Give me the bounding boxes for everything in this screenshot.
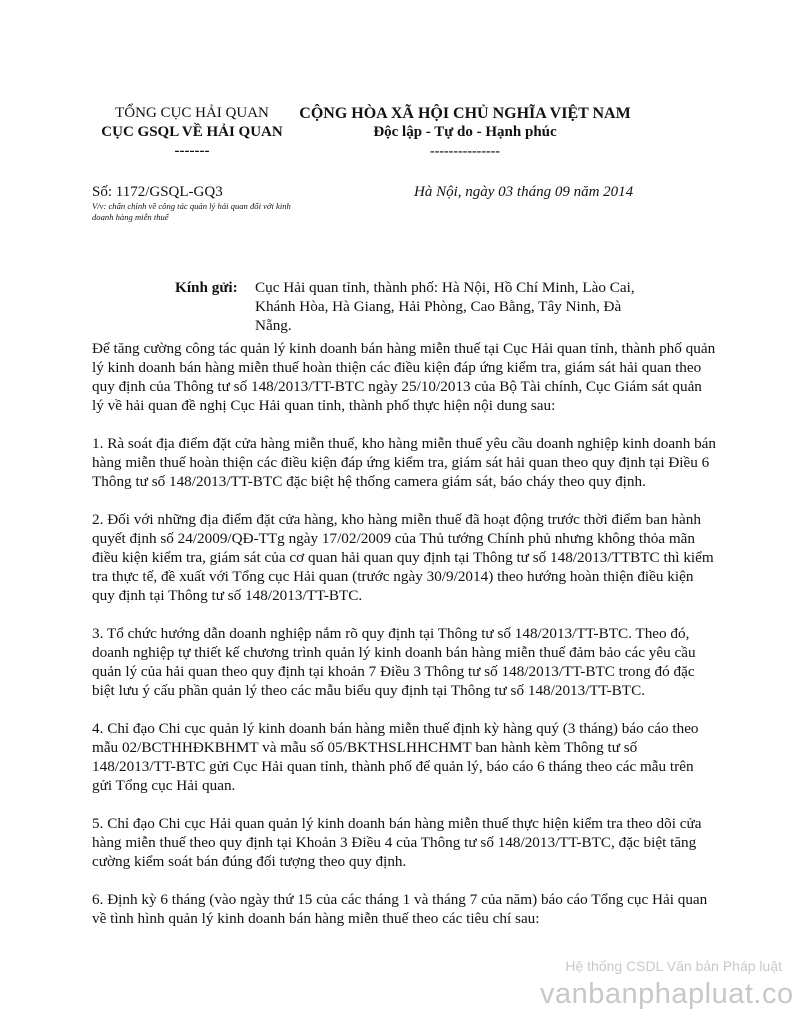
item-6-paragraph: 6. Định kỳ 6 tháng (vào ngày thứ 15 của các tháng 1 và tháng 7 của năm) báo cáo Tổng cục Hải quan về tình hình quản lý kinh doanh bán hàng miễn thuế theo các tiêu chí sau: — [92, 891, 708, 927]
item-3-paragraph: 3. Tổ chức hướng dẫn doanh nghiệp nắm rõ quy định tại Thông tư số 148/2013/TT-BTC. Theo đó, doanh nghiệp tự thiết kế chương trình quản lý kinh doanh bán hàng miễn thuế đảm bảo các yêu cầu quản lý của hải quan theo quy định tại khoản 7 Điều 3 Thông tư số 148/2013/TT-BTC trong đó đặc biệt lưu ý cấu phần quản lý theo các mẫu biểu quy định tại Thông tư số 148/2013/TT-BTC. — [92, 625, 696, 699]
agency-lower-name: CỤC GSQL VỀ HẢI QUAN — [101, 124, 283, 140]
agency-separator: ------- — [174, 143, 210, 159]
recipient-list: Cục Hải quan tỉnh, thành phố: Hà Nội, Hồ Chí Minh, Lào Cai, Khánh Hòa, Hà Giang, Hải Phòng, Cao Bằng, Tây Ninh, Đà Nẵng. — [255, 279, 635, 334]
document-date: Hà Nội, ngày 03 tháng 09 năm 2014 — [414, 184, 634, 200]
document-body — [92, 339, 717, 947]
recipient-label: Kính gửi: — [175, 279, 238, 296]
item-4-paragraph: 4. Chỉ đạo Chi cục quản lý kinh doanh bán hàng miễn thuế định kỳ hàng quý (3 tháng) báo cáo theo mẫu 02/BCTHHĐKBHMT và mẫu số 05/BKTHSLHHCHMT ban hành kèm Thông tư số 148/2013/TT-BTC gửi Cục Hải quan tỉnh, thành phố để quản lý, báo cáo 6 tháng theo các mẫu trên gửi Tổng cục Hải quan. — [92, 720, 699, 794]
watermark-url: vanbanphapluat.co — [540, 978, 794, 1010]
site-watermark — [540, 958, 800, 1011]
agency-upper-name: TỔNG CỤC HẢI QUAN — [115, 105, 269, 121]
item-2-paragraph: 2. Đối với những địa điểm đặt cửa hàng, kho hàng miễn thuế đã hoạt động trước thời điểm ban hành quyết định số 24/2009/QĐ-TTg ngày 17/02/2009 của Thủ tướng Chính phủ nhưng không thỏa mãn điều kiện kiểm tra, giám sát của cơ quan hải quan quy định tại Thông tư số 148/2013/TTBTC thì kiểm tra thực tế, đề xuất với Tổng cục Hải quan (trước ngày 30/9/2014) theo hướng hoàn thiện điều kiện quy định tại Thông tư số 148/2013/TT-BTC. — [92, 511, 714, 604]
motto-separator: --------------- — [430, 144, 500, 159]
nation-name: CỘNG HÒA XÃ HỘI CHỦ NGHĨA VIỆT NAM — [299, 105, 631, 122]
item-5-paragraph: 5. Chỉ đạo Chi cục Hải quan quản lý kinh doanh bán hàng miễn thuế thực hiện kiểm tra theo dõi cửa hàng miễn thuế theo quy định tại Khoản 3 Điều 4 của Thông tư số 148/2013/TT-BTC, đặc biệt tăng cường kiểm soát bán đúng đối tượng theo quy định. — [92, 815, 702, 870]
document-subject: V/v: chấn chỉnh về công tác quản lý hải quan đối với kinh doanh hàng miễn thuế — [92, 201, 291, 222]
national-motto: Độc lập - Tự do - Hạnh phúc — [373, 124, 557, 140]
issuing-agency-block — [92, 104, 292, 161]
watermark-title: Hệ thống CSDL Văn bản Pháp luật — [565, 958, 782, 974]
national-title-block — [290, 104, 640, 161]
intro-paragraph: Để tăng cường công tác quản lý kinh doanh bán hàng miễn thuế tại Cục Hải quan tỉnh, thành phố quản lý kinh doanh bán hàng miễn thuế hoàn thiện các điều kiện đáp ứng kiểm tra, giám sát hải quan theo quy định của Thông tư số 148/2013/TT-BTC ngày 25/10/2013 của Bộ Tài chính, Cục Giám sát quản lý về hải quan đề nghị Cục Hải quan tỉnh, thành phố thực hiện nội dung sau: — [92, 340, 716, 414]
item-1-paragraph: 1. Rà soát địa điểm đặt cửa hàng miễn thuế, kho hàng miễn thuế yêu cầu doanh nghiệp kinh doanh bán hàng miễn thuế hoàn thiện các điều kiện đáp ứng kiểm tra, giám sát hải quan theo quy định tại Điều 6 Thông tư số 148/2013/TT-BTC đặc biệt hệ thống camera giám sát, báo cháy theo quy định. — [92, 435, 717, 490]
document-number: Số: 1172/GSQL-GQ3 — [92, 184, 223, 200]
recipient-block — [175, 278, 655, 335]
